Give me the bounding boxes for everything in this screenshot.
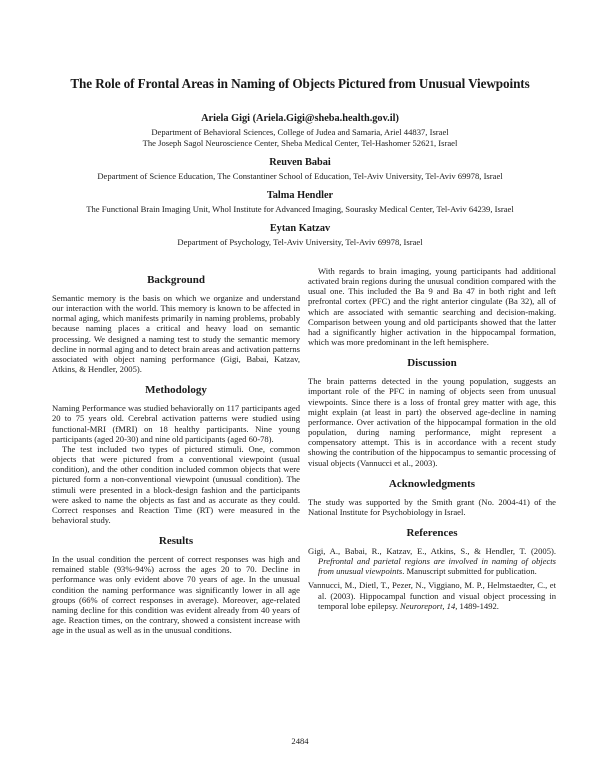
- section-paragraph: Naming Performance was studied behaviorally on 117 participants aged 20 to 75 years old. Cerebral activation patterns were studied using functional-MRI (fMRI) on 18 healthy participants. Nine young participants (aged 20-30) and nine old participants (aged 60-78).: [52, 403, 300, 444]
- section-paragraph: Semantic memory is the basis on which we organize and understand our interaction with the world. This memory is known to be affected in normal aging, which manifests primarily in naming problems, probably because naming places a critical and heavy load on semantic processing. We designed a naming test to study the semantic memory decline in normal aging and to detect brain areas and activation patterns associated with object naming performance (Gigi, Babai, Katzav, Atkins, & Hendler, 2005).: [52, 293, 300, 375]
- acknowledgments-section: [308, 478, 556, 517]
- section-paragraph: With regards to brain imaging, young participants had additional activated brain regions during the unusual condition compared with the usual one. This included the Ba 9 and Ba 47 in both right and left prefrontal cortex (PFC) and the right anterior cingulate (Ba 32), all of which are associated with semantic searching and decision-making. Comparison between young and old participants showed that the latter had a significantly higher activation in the hippocampal formation, which was more predominant in the left hemisphere.: [308, 266, 556, 348]
- section-paragraph: The study was supported by the Smith grant (No. 2004-41) of the National Institute for Psychobiology in Israel.: [308, 496, 556, 517]
- author-gigi: [0, 113, 600, 149]
- methodology-section: [52, 384, 300, 525]
- author-affiliation: Department of Science Education, The Constantiner School of Education, Tel-Aviv University, Tel-Aviv 69978, Israel: [97, 171, 503, 181]
- paper-title: The Role of Frontal Areas in Naming of Objects Pictured from Unusual Viewpoints: [70, 76, 530, 91]
- section-heading: Methodology: [145, 384, 207, 397]
- section-paragraph: The brain patterns detected in the young population, suggests an important role of the PFC in naming of objects seen from unusual viewpoints. Since there is a loss of frontal grey matter with age, this might explain (at least in part) the observed age-decline in naming performance. Over activation of the hippocampal formation in the old population, during naming performance, might represent a compensatory attempt. This is in accordance with a recent study showing the contribution of the hippocampus to semantic processing of visual objects (Vannucci et al., 2003).: [308, 376, 556, 468]
- results-section: [52, 535, 300, 635]
- references-section: [308, 527, 556, 611]
- reference-item: [308, 546, 556, 576]
- left-column: [52, 274, 300, 645]
- reference-text: Gigi, A., Babai, R., Katzav, E., Atkins, S., & Hendler, T. (2005).: [308, 545, 556, 556]
- author-block: [0, 113, 600, 256]
- author-name: Talma Hendler: [266, 190, 334, 201]
- author-affiliation: Department of Behavioral Sciences, College of Judea and Samaria, Ariel 44837, Israel: [151, 127, 449, 137]
- reference-journal: Neuroreport, 14: [400, 600, 456, 611]
- page-number: 2484: [291, 736, 309, 746]
- author-name: Eytan Katzav: [269, 223, 331, 234]
- section-heading: Results: [158, 535, 194, 548]
- section-heading: Discussion: [407, 357, 457, 370]
- right-column: [308, 266, 556, 621]
- author-katzav: [0, 223, 600, 248]
- author-babai: [0, 157, 600, 182]
- author-hendler: [0, 190, 600, 215]
- author-name: Ariela Gigi (Ariela.Gigi@sheba.health.gov.il): [201, 113, 399, 124]
- section-paragraph: In the usual condition the percent of correct responses was high and remained stable (93%-94%) across the ages 20 to 70. Decline in performance was only evident above 70 years of age. In the unusual condition the naming performance was significantly lower in all age groups (66% of correct responses in average). Moreover, age-related naming decline for this condition was evident already from 40 years of age. Reaction times, on the contrary, showed a consistent increase with age in the usual as well as in the unusual conditions.: [52, 554, 300, 636]
- background-section: [52, 274, 300, 374]
- reference-text: Vannucci, M., Dietl, T., Pezer, N., Viggiano, M. P., Helmstaedter, C., et al. (2003). Hippocampal function and visual object processing in temporal lobe epilepsy.: [308, 580, 556, 611]
- author-affiliation: The Joseph Sagol Neuroscience Center, Sheba Medical Center, Tel-Hashomer 52621, Israel: [142, 138, 458, 148]
- section-heading: References: [406, 526, 458, 539]
- author-affiliation: The Functional Brain Imaging Unit, Whol Institute for Advanced Imaging, Sourasky Medical Center, Tel-Aviv 64239, Israel: [86, 204, 514, 214]
- discussion-section: [308, 357, 556, 467]
- reference-title: Prefrontal and parietal regions are involved in naming of objects from unusual viewpoints: [318, 556, 556, 577]
- reference-text: , 1489-1492.: [455, 600, 499, 611]
- reference-text: . Manuscript submitted for publication.: [402, 566, 537, 577]
- imaging-results-continued: [308, 266, 556, 347]
- section-heading: Background: [147, 274, 205, 286]
- reference-item: [308, 580, 556, 610]
- author-affiliation: Department of Psychology, Tel-Aviv University, Tel-Aviv 69978, Israel: [177, 237, 423, 247]
- section-paragraph: The test included two types of pictured stimuli. One, common objects that were pictured from a conventional viewpoint (usual condition), and the other condition included common objects that were pictured form a non-conventional viewpoint (unusual condition). The stimuli were presented in a block-design fashion and the participants were asked to name the objects as fast and as accurate as they could. Correct responses and Reaction Time (RT) were measured in the behavioral study.: [52, 443, 300, 525]
- section-heading: Acknowledgments: [388, 477, 476, 490]
- author-name: Reuven Babai: [269, 157, 331, 168]
